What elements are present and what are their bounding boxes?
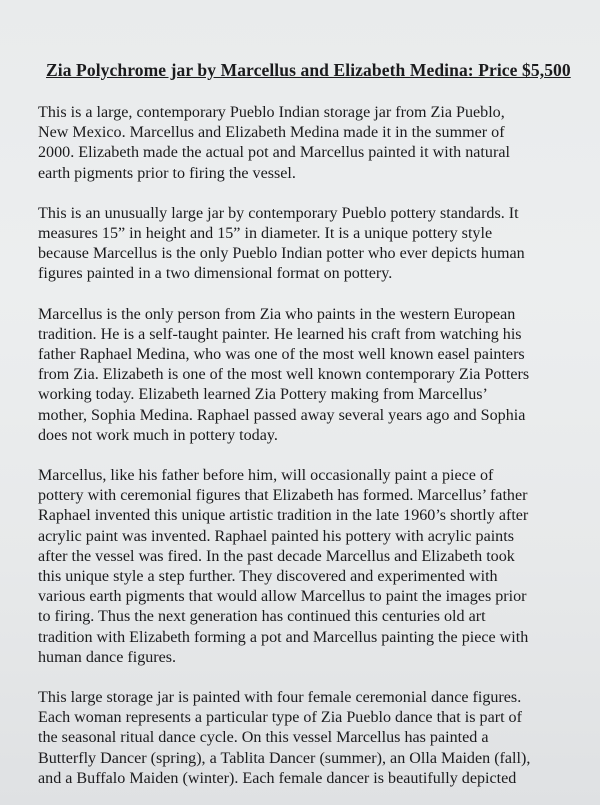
- paragraph-line: the seasonal ritual dance cycle. On this vessel Marcellus has painted a: [38, 729, 489, 747]
- paragraph-line: Marcellus, like his father before him, will occasionally paint a piece of: [38, 467, 494, 485]
- document-title: Zia Polychrome jar by Marcellus and Elizabeth Medina: Price $5,500: [46, 60, 571, 80]
- paragraph-line: This is a large, contemporary Pueblo Indian storage jar from Zia Pueblo,: [38, 104, 505, 121]
- paragraph-line: acrylic paint was invented. Raphael painted his pottery with acrylic paints: [38, 527, 514, 545]
- paragraph-line: does not work much in pottery today.: [38, 426, 278, 444]
- paragraph-3: [38, 305, 574, 446]
- paragraph-line: to firing. Thus the next generation has continued this centuries old art: [38, 608, 486, 626]
- paragraph-line: after the vessel was fired. In the past decade Marcellus and Elizabeth took: [38, 547, 515, 565]
- paragraph-4: [38, 466, 574, 668]
- paragraph-line: Butterfly Dancer (spring), a Tablita Dancer (summer), an Olla Maiden (fall),: [38, 749, 531, 767]
- paragraph-line: working today. Elizabeth learned Zia Pottery making from Marcellus’: [38, 386, 488, 404]
- paragraph-1: [38, 103, 574, 184]
- paragraph-line: This large storage jar is painted with four female ceremonial dance figures.: [38, 689, 522, 707]
- paragraph-5: [38, 688, 574, 789]
- paragraph-line: Raphael invented this unique artistic tradition in the late 1960’s shortly after: [38, 507, 529, 525]
- paragraph-line: measures 15” in height and 15” in diameter. It is a unique pottery style: [38, 225, 493, 243]
- paragraph-line: father Raphael Medina, who was one of the most well known easel painters: [38, 346, 525, 364]
- paragraph-line: figures painted in a two dimensional format on pottery.: [38, 265, 393, 283]
- paragraph-line: mother, Sophia Medina. Raphael passed away several years ago and Sophia: [38, 406, 526, 424]
- paragraph-line: 2000. Elizabeth made the actual pot and Marcellus painted it with natural: [38, 144, 510, 162]
- paragraph-line: New Mexico. Marcellus and Elizabeth Medina made it in the summer of: [38, 124, 505, 142]
- paragraph-line: this unique style a step further. They discovered and experimented with: [38, 568, 498, 586]
- paragraph-2: [38, 204, 574, 285]
- paragraph-line: and a Buffalo Maiden (winter). Each female dancer is beautifully depicted: [38, 769, 517, 787]
- paragraph-line: tradition with Elizabeth forming a pot and Marcellus painting the piece with: [38, 628, 529, 646]
- paragraph-line: Each woman represents a particular type of Zia Pueblo dance that is part of: [38, 709, 522, 727]
- paragraph-line: from Zia. Elizabeth is one of the most well known contemporary Zia Potters: [38, 366, 530, 384]
- paragraph-line: various earth pigments that would allow Marcellus to paint the images prior: [38, 588, 527, 606]
- paragraph-line: because Marcellus is the only Pueblo Indian potter who ever depicts human: [38, 245, 525, 263]
- paragraph-line: tradition. He is a self-taught painter. He learned his craft from watching his: [38, 325, 522, 343]
- paragraph-line: earth pigments prior to firing the vessel.: [38, 164, 296, 182]
- paragraph-line: Marcellus is the only person from Zia who paints in the western European: [38, 305, 516, 323]
- paragraph-line: This is an unusually large jar by contemporary Pueblo pottery standards. It: [38, 204, 519, 222]
- paragraph-line: human dance figures.: [38, 648, 177, 666]
- paragraph-line: pottery with ceremonial figures that Elizabeth has formed. Marcellus’ father: [38, 487, 528, 505]
